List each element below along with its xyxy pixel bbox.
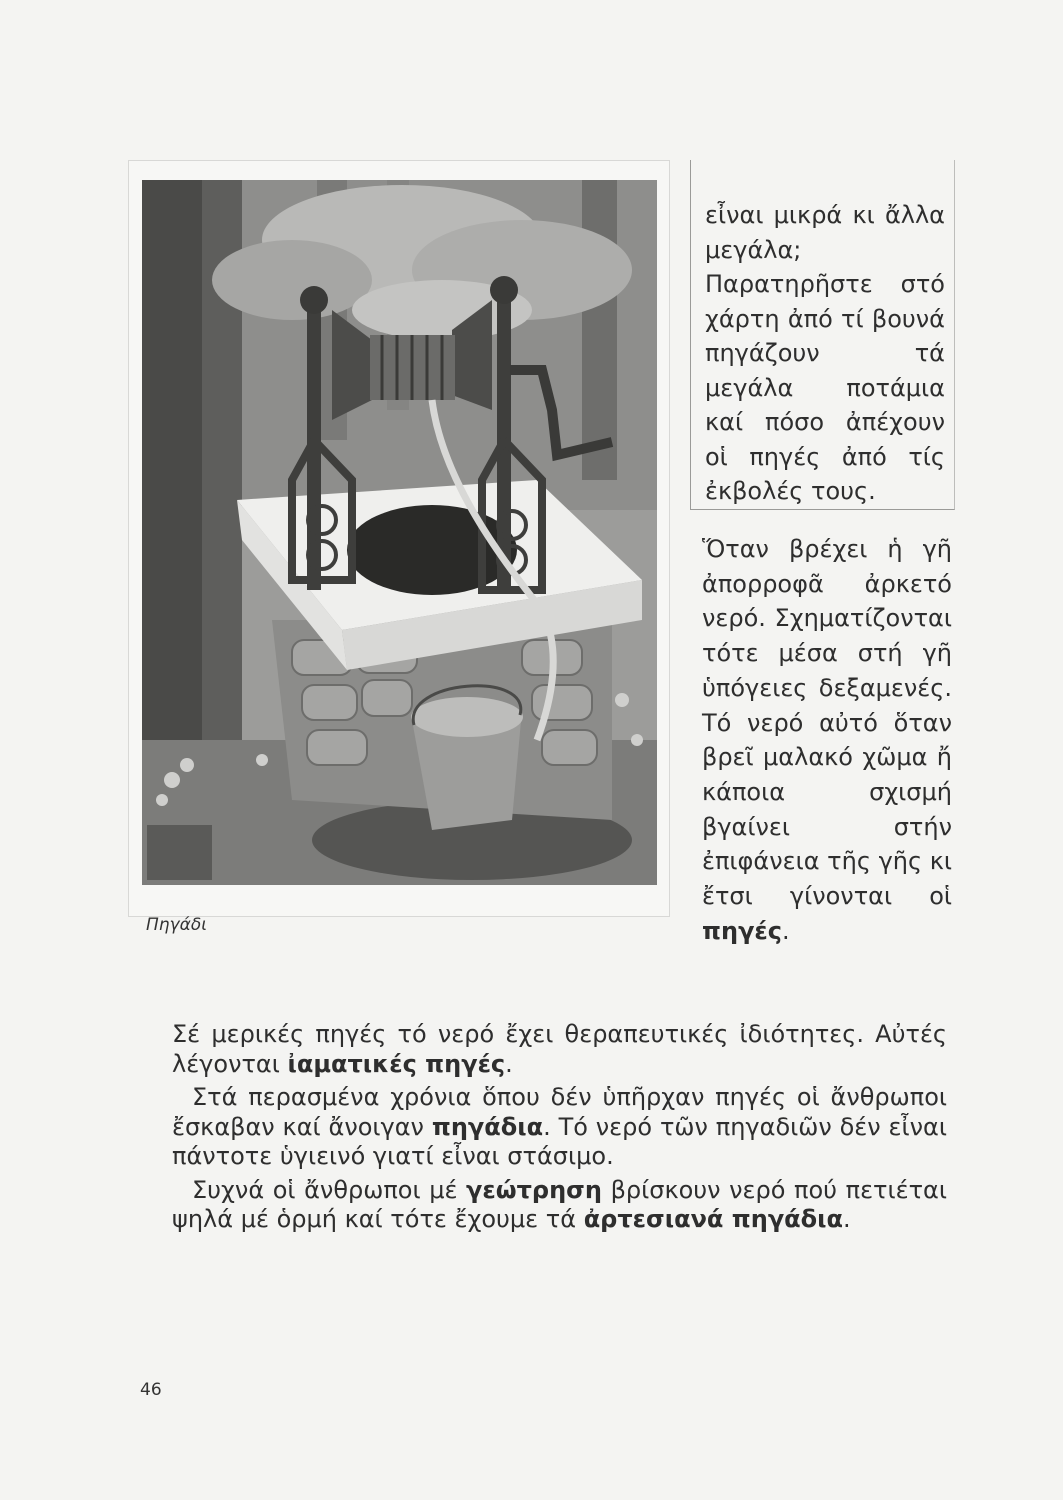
well-illustration [142, 180, 657, 885]
artesian-text: Συχνά οἱ ἄνθρωποι μέ [192, 1175, 458, 1204]
artesian-end: . [843, 1205, 851, 1233]
boxed-paragraph: εἶναι μικρά κι ἄλλα μεγάλα; Παρατηρῆστε στό χάρτη ἀπό τί βουνά πηγάζουν τά μεγάλα ποτάμια καί πόσο ἀπέχουν οἱ πηγές ἀπό τίς ἐκβολές τους. [705, 201, 945, 505]
springs-paragraph [702, 532, 952, 948]
bottom-text-block [172, 1020, 947, 1239]
wells-paragraph [172, 1083, 947, 1172]
springs-term: πηγές [702, 916, 783, 945]
artesian-paragraph [172, 1176, 947, 1235]
page-number: 46 [140, 1380, 162, 1400]
healing-springs-text: Σέ μερικές πηγές τό νερό ἔχει θεραπευτικές ἰδιότητες. Αὐτές λέγονται [172, 1020, 947, 1078]
healing-springs-term: ἰαματικές πηγές [287, 1049, 506, 1078]
illustration-caption: Πηγάδι [146, 915, 207, 935]
artesian-text-middle: βρίσκουν νερό πού πετιέται ψηλά μέ ὁρμή καί τότε ἔχουμε τά [172, 1175, 947, 1233]
drilling-term: γεώτρηση [466, 1175, 602, 1204]
springs-paragraph-text: Ὅταν βρέχει ἡ γῆ ἀπορροφᾶ ἀρκετό νερό. Σχηματίζονται τότε μέσα στή γῆ ὑπόγειες δεξαμενές. Τό νερό αὐτό ὅταν βρεῖ μαλακό χῶμα ἤ κάποια σχισμή βγαίνει στήν ἐπιφάνεια τῆς γῆς κι ἔτσι γίνονται οἱ [702, 535, 952, 911]
artesian-wells-term: ἀρτεσιανά πηγάδια [583, 1205, 843, 1233]
healing-springs-paragraph [172, 1020, 947, 1079]
wells-text: Στά περασμένα χρόνια ὅπου δέν ὑπῆρχαν πηγές οἱ ἄνθρωποι ἔσκαβαν καί ἄνοιγαν [172, 1083, 947, 1141]
springs-paragraph-end: . [782, 916, 790, 945]
healing-springs-end: . [505, 1049, 513, 1078]
wells-term: πηγάδια [431, 1112, 544, 1141]
wells-text-after: . Τό νερό τῶν πηγαδιῶν δέν εἶναι πάντοτε ὑγιεινό γιατί εἶναι στάσιμο. [172, 1112, 947, 1170]
boxed-paragraph-frame [690, 160, 955, 510]
